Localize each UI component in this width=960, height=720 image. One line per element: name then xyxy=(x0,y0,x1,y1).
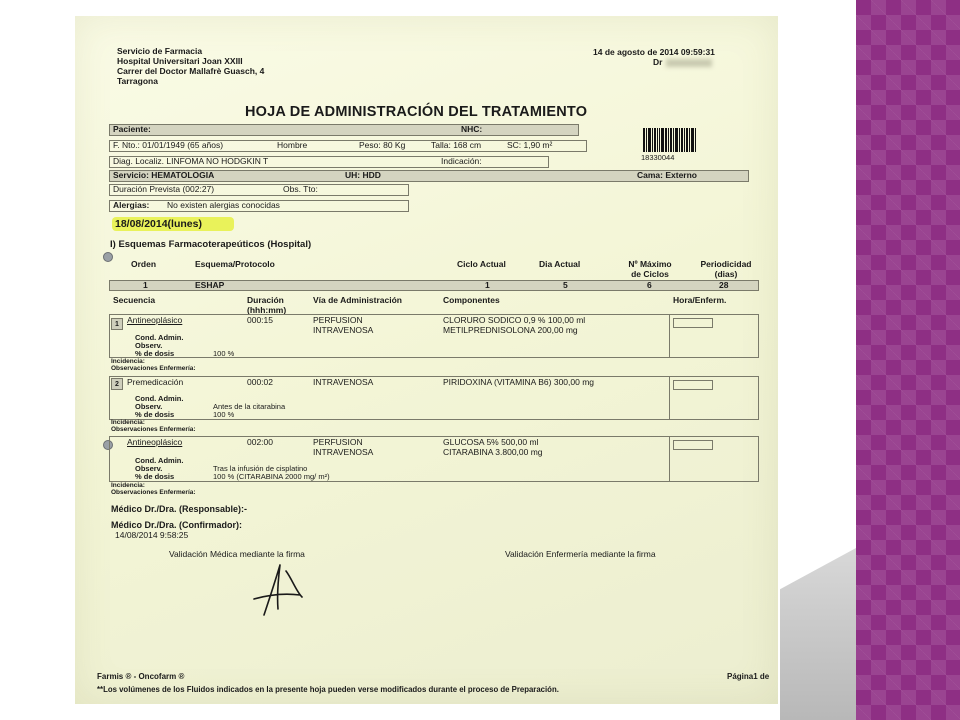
nursing-validation-label: Validación Enfermería mediante la firma xyxy=(505,549,656,559)
sequence-number: 1 xyxy=(111,318,123,330)
treatment-date: 18/08/2014(lunes) xyxy=(115,218,202,230)
doctor-name: Dr xyxy=(653,58,712,68)
treatment-obs-label: Obs. Tto: xyxy=(283,184,318,194)
sequence-duration: 002:00 xyxy=(247,437,273,447)
obs-enfermeria-label: Observaciones Enfermería: xyxy=(111,489,196,496)
section-title: I) Esquemas Farmacoterapeúticos (Hospital) xyxy=(110,239,312,250)
scheme-ciclo: 1 xyxy=(485,280,490,290)
incidencia-label: Incidencia: xyxy=(111,419,145,426)
barcode-number: 18330044 xyxy=(641,153,675,162)
col-secuencia: Secuencia xyxy=(113,295,156,305)
responsible-physician: Médico Dr./Dra. (Responsable):- xyxy=(111,504,248,514)
bed: Cama: Externo xyxy=(637,170,697,180)
unit: UH: HDD xyxy=(345,170,381,180)
nhc-label: NHC: xyxy=(461,124,483,134)
col-componentes: Componentes xyxy=(443,295,500,305)
hora-subbox xyxy=(673,318,713,328)
barcode xyxy=(643,128,697,152)
allergies-value: No existen alergias conocidas xyxy=(167,200,280,210)
observ-label: Observ. xyxy=(135,464,163,473)
redacted-name xyxy=(666,59,712,67)
decorative-purple-band xyxy=(856,0,960,720)
diagnosis: Diag. Localiz. LINFOMA NO HODGKIN T xyxy=(113,156,269,166)
cond-admin-label: Cond. Admin. xyxy=(135,456,184,465)
print-datetime: 14 de agosto de 2014 09:59:31 xyxy=(593,47,715,57)
incidencia-label: Incidencia: xyxy=(111,482,145,489)
col-max-ciclos: Nº Máximo de Ciclos xyxy=(628,259,672,279)
sequence-3 xyxy=(109,436,669,482)
col-hora: Hora/Enferm. xyxy=(673,295,727,305)
sequence-duration: 000:02 xyxy=(247,377,273,387)
obs-enfermeria-label: Observaciones Enfermería: xyxy=(111,365,196,372)
cond-admin-label: Cond. Admin. xyxy=(135,333,184,342)
scheme-max: 6 xyxy=(647,280,652,290)
sequence-route: PERFUSION INTRAVENOSA xyxy=(313,437,374,457)
sequence-route: INTRAVENOSA xyxy=(313,377,374,387)
scheme-orden: 1 xyxy=(143,280,148,290)
confirming-physician: Médico Dr./Dra. (Confirmador): xyxy=(111,520,243,530)
sex: Hombre xyxy=(277,140,308,150)
scheme-esquema: ESHAP xyxy=(195,280,225,290)
observ-value: Antes de la citarabina xyxy=(213,402,286,411)
dose-label: % de dosis xyxy=(135,472,175,481)
signature-drawing xyxy=(250,551,310,621)
sequence-route: PERFUSION INTRAVENOSA xyxy=(313,315,374,335)
sequence-components: PIRIDOXINA (VITAMINA B6) 300,00 mg xyxy=(443,377,595,387)
punch-hole-circle xyxy=(103,252,113,262)
height: Talla: 168 cm xyxy=(431,140,482,150)
patient-row xyxy=(109,124,579,136)
observ-label: Observ. xyxy=(135,341,163,350)
service: Servicio: HEMATOLOGIA xyxy=(113,170,215,180)
planned-duration: Duración Prevista (002:27) xyxy=(113,184,215,194)
dose-value: 100 % xyxy=(213,349,235,358)
weight: Peso: 80 Kg xyxy=(359,140,406,150)
incidencia-label: Incidencia: xyxy=(111,358,145,365)
scheme-periodicidad: 28 xyxy=(719,280,729,290)
sequence-components: GLUCOSA 5% 500,00 ml CITARABINA 3.800,00 mg xyxy=(443,437,543,457)
body-surface: SC: 1,90 m² xyxy=(507,140,553,150)
hospital-address: Servicio de Farmacia Hospital Universitari Joan XXIII Carrer del Doctor Mallafrè Guasch, 4 Tarragona xyxy=(117,46,265,87)
col-dia: Dia Actual xyxy=(539,259,581,269)
patient-label: Paciente: xyxy=(113,124,151,134)
allergies-label: Alergias: xyxy=(113,200,150,210)
dose-value: 100 % (CITARABINA 2000 mg/ m²) xyxy=(213,472,330,481)
footer-brand: Farmis ® - Oncofarm ® xyxy=(97,672,185,681)
indication-label: Indicación: xyxy=(441,156,482,166)
page-number: Página1 de xyxy=(727,672,770,681)
footer-note: **Los volúmenes de los Fluidos indicados en la presente hoja pueden verse modificados durante el proceso de Preparación. xyxy=(97,685,559,694)
sequence-components: CLORURO SODICO 0,9 % 100,00 ml METILPREDNISOLONA 200,00 mg xyxy=(443,315,586,335)
col-duracion: Duración (hhh:mm) xyxy=(247,295,287,315)
scheme-dia: 5 xyxy=(563,280,568,290)
col-esquema: Esquema/Protocolo xyxy=(195,259,275,269)
dose-label: % de dosis xyxy=(135,349,175,358)
col-via: Vía de Administración xyxy=(313,295,402,305)
hora-subbox xyxy=(673,380,713,390)
sequence-type: Antineoplásico xyxy=(127,315,183,325)
decorative-gray-shape xyxy=(780,548,856,720)
sequence-type: Antineoplásico xyxy=(127,437,183,447)
sequence-duration: 000:15 xyxy=(247,315,273,325)
confirmation-datetime: 14/08/2014 9:58:25 xyxy=(115,530,189,540)
document-title: HOJA DE ADMINISTRACIÓN DEL TRATAMIENTO xyxy=(245,104,588,120)
col-ciclo: Ciclo Actual xyxy=(457,259,506,269)
observ-value: Tras la infusión de cisplatino xyxy=(213,464,308,473)
birth-date: F. Nto.: 01/01/1949 (65 años) xyxy=(113,140,224,150)
hora-subbox xyxy=(673,440,713,450)
col-periodicidad: Periodicidad (dias) xyxy=(700,259,752,279)
sequence-number: 2 xyxy=(111,378,123,390)
col-orden: Orden xyxy=(131,259,157,269)
cond-admin-label: Cond. Admin. xyxy=(135,394,184,403)
obs-enfermeria-label: Observaciones Enfermería: xyxy=(111,426,196,433)
medical-validation-label: Validación Médica mediante la firma xyxy=(169,549,305,559)
dose-label: % de dosis xyxy=(135,410,175,419)
observ-label: Observ. xyxy=(135,402,163,411)
scanned-document xyxy=(75,16,778,704)
sequence-type: Premedicación xyxy=(127,377,184,387)
dose-value: 100 % xyxy=(213,410,235,419)
